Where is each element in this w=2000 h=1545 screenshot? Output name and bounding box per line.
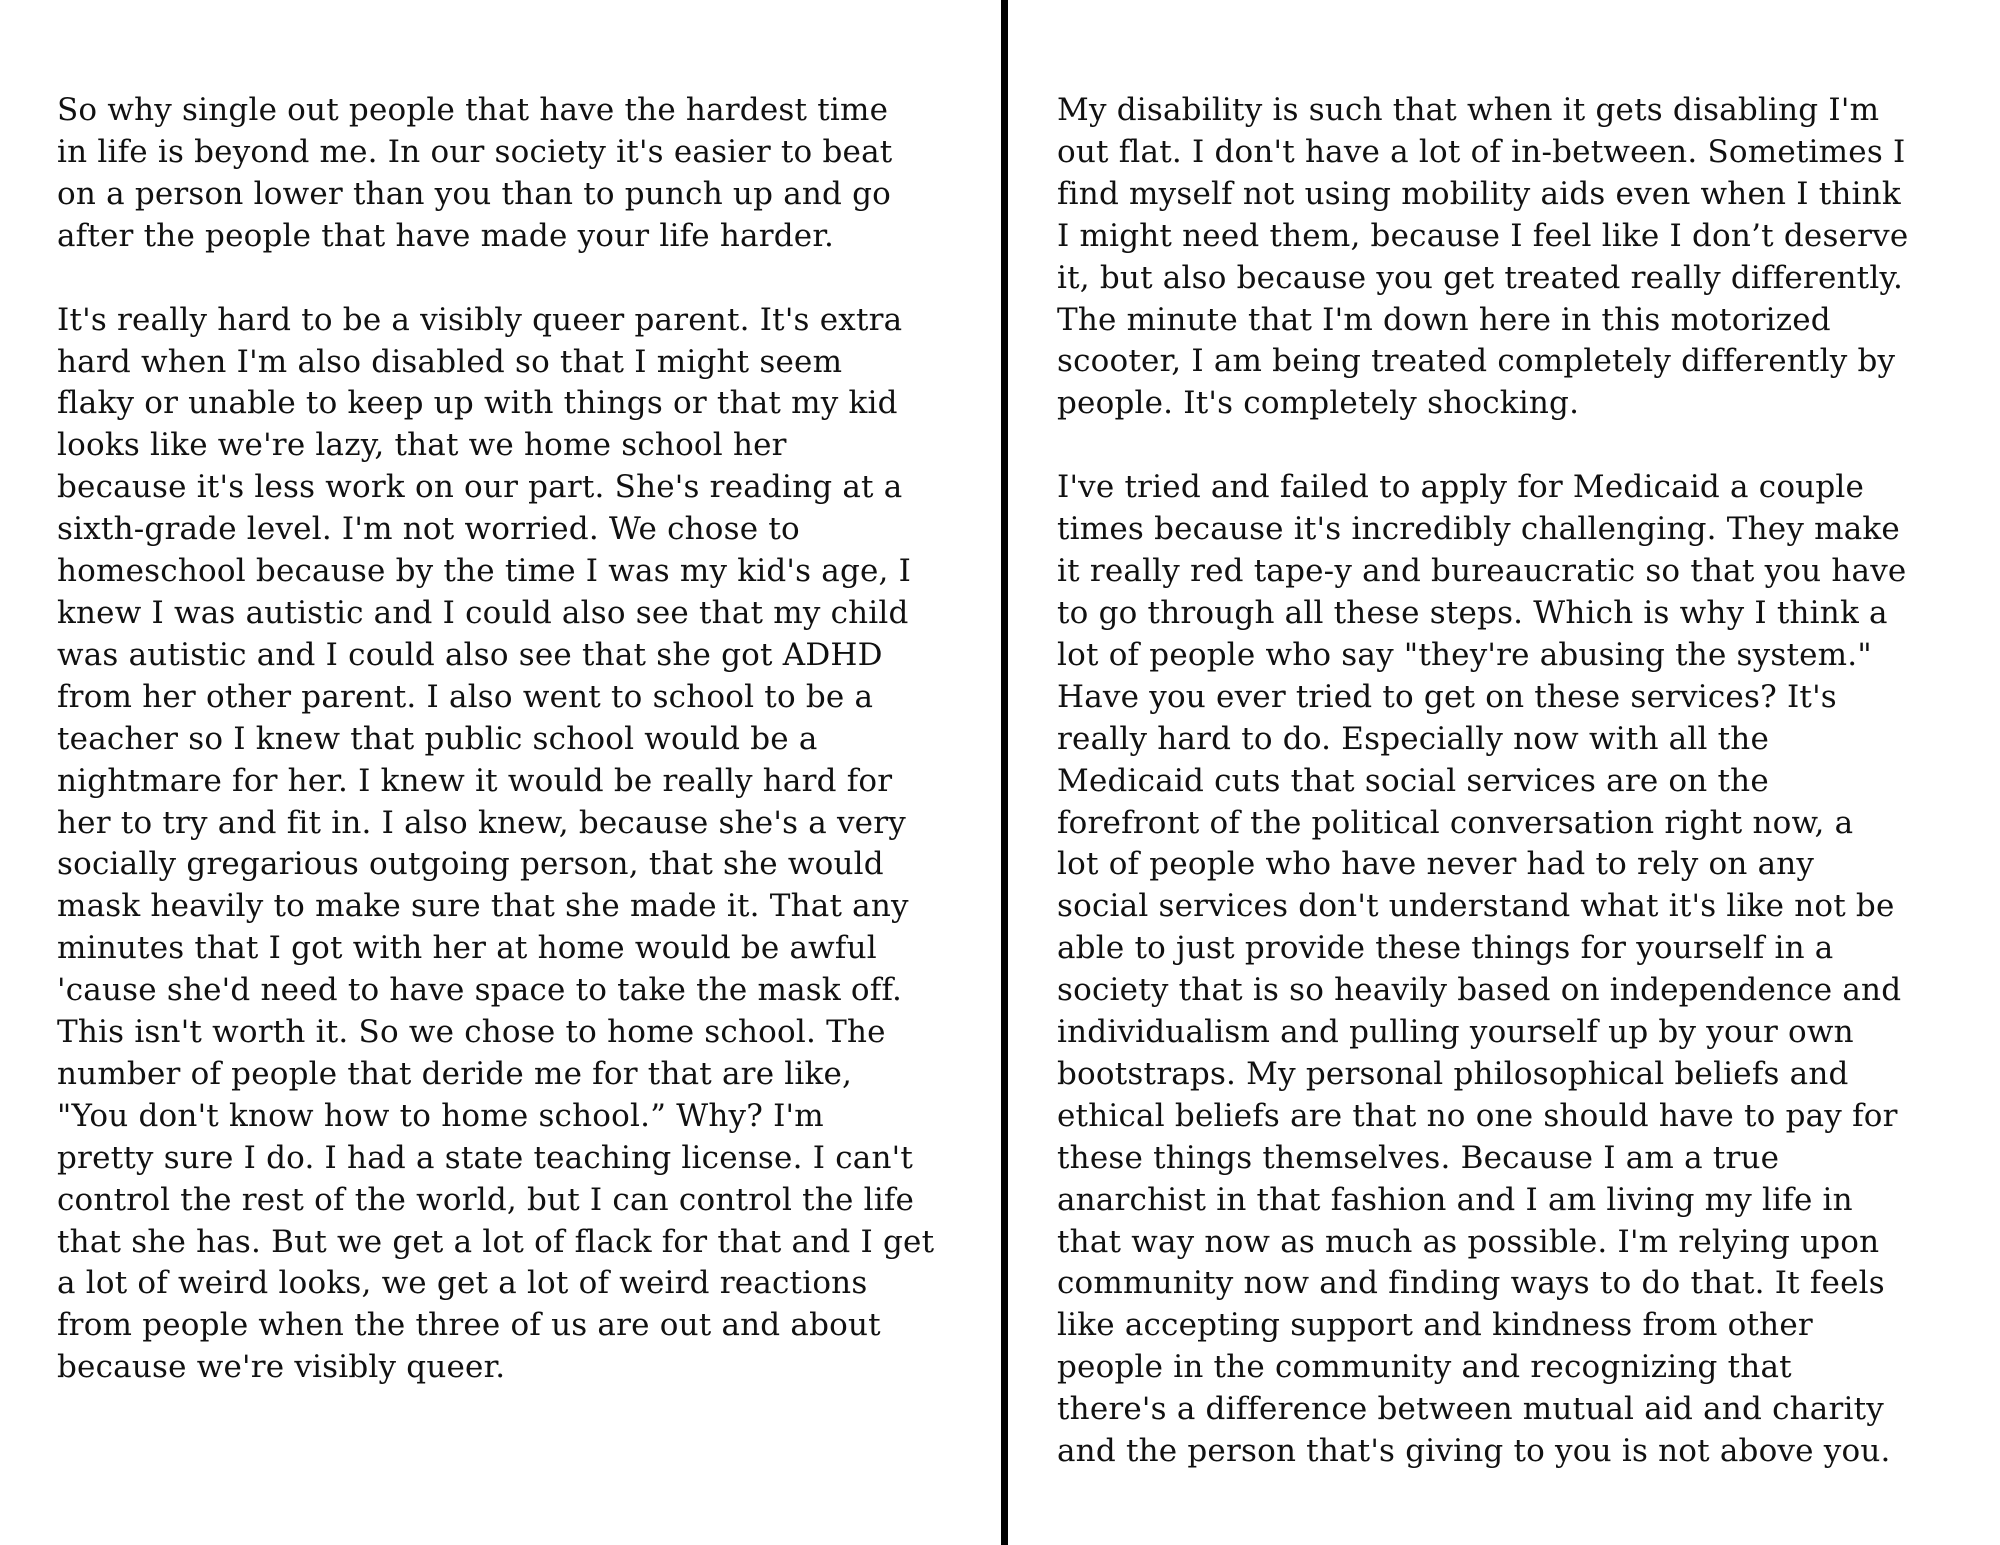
left-column-paragraph-1 [57, 90, 957, 258]
text-line: it, but also because you get treated really differently. [1057, 259, 1904, 296]
text-line: was autistic and I could also see that she got ADHD [57, 636, 883, 673]
text-line: sixth-grade level. I'm not worried. We chose to [57, 511, 800, 548]
text-line: from her other parent. I also went to school to be a [57, 678, 874, 715]
text-line: socially gregarious outgoing person, that she would [57, 846, 884, 883]
text-line: homeschool because by the time I was my kid's age, I [57, 553, 912, 590]
text-line: bootstraps. My personal philosophical beliefs and [1057, 1055, 1849, 1092]
text-line: individualism and pulling yourself up by your own [1057, 1014, 1854, 1051]
text-line: "You don't know how to home school.” Why? I'm [57, 1097, 824, 1134]
right-column [1057, 90, 1957, 1515]
text-line: on a person lower than you than to punch up and go [57, 175, 892, 212]
left-column-paragraph-2 [57, 300, 957, 1390]
text-line: and the person that's giving to you is not above you. [1057, 1433, 1891, 1470]
text-line: times because it's incredibly challenging. They make [1057, 511, 1900, 548]
text-line: I might need them, because I feel like I don’t deserve [1057, 217, 1909, 254]
text-line: number of people that deride me for that are like, [57, 1055, 853, 1092]
text-line: looks like we're lazy, that we home school her [57, 427, 787, 464]
text-line: able to just provide these things for yourself in a [1057, 930, 1834, 967]
text-line: mask heavily to make sure that she made it. That any [57, 888, 909, 925]
text-line: people. It's completely shocking. [1057, 385, 1580, 422]
text-line: lot of people who say "they're abusing the system." [1057, 636, 1872, 673]
text-line: social services don't understand what it's like not be [1057, 888, 1895, 925]
text-line: Have you ever tried to get on these services? It's [1057, 678, 1837, 715]
text-line: 'cause she'd need to have space to take the mask off. [57, 972, 903, 1009]
text-line: flaky or unable to keep up with things or that my kid [57, 385, 898, 422]
text-line: a lot of weird looks, we get a lot of weird reactions [57, 1265, 868, 1302]
text-line: ethical beliefs are that no one should have to pay for [1057, 1097, 1898, 1134]
text-line: it really red tape-y and bureaucratic so that you have [1057, 553, 1907, 590]
text-line: knew I was autistic and I could also see that my child [57, 594, 909, 631]
text-line: hard when I'm also disabled so that I might seem [57, 343, 843, 380]
text-line: control the rest of the world, but I can control the life [57, 1181, 915, 1218]
text-line: from people when the three of us are out and about [57, 1307, 881, 1344]
text-line: scooter, I am being treated completely differently by [1057, 343, 1896, 380]
text-line: lot of people who have never had to rely on any [1057, 846, 1815, 883]
text-line: because it's less work on our part. She's reading at a [57, 469, 903, 506]
text-line: there's a difference between mutual aid and charity [1057, 1391, 1884, 1428]
text-line: find myself not using mobility aids even when I think [1057, 175, 1901, 212]
text-line: pretty sure I do. I had a state teaching license. I can't [57, 1139, 913, 1176]
text-line: nightmare for her. I knew it would be really hard for [57, 762, 893, 799]
text-line: community now and finding ways to do that. It feels [1057, 1265, 1885, 1302]
text-line: that she has. But we get a lot of flack for that and I get [57, 1223, 935, 1260]
text-line: anarchist in that fashion and I am living my life in [1057, 1181, 1853, 1218]
text-line: in life is beyond me. In our society it's easier to beat [57, 133, 893, 170]
right-column-paragraph-2 [1057, 467, 1957, 1473]
text-line: society that is so heavily based on independence and [1057, 972, 1902, 1009]
left-column [57, 90, 957, 1431]
text-line: her to try and fit in. I also knew, because she's a very [57, 804, 906, 841]
text-line: This isn't worth it. So we chose to home school. The [57, 1014, 886, 1051]
text-line: I've tried and failed to apply for Medicaid a couple [1057, 469, 1865, 506]
text-line: minutes that I got with her at home would be awful [57, 930, 877, 967]
text-line: It's really hard to be a visibly queer parent. It's extra [57, 301, 903, 338]
text-line: My disability is such that when it gets disabling I'm [1057, 92, 1880, 128]
text-line: out flat. I don't have a lot of in-between. Sometimes I [1057, 133, 1906, 170]
text-line: The minute that I'm down here in this motorized [1057, 301, 1831, 338]
text-line: that way now as much as possible. I'm relying upon [1057, 1223, 1880, 1260]
text-line: Medicaid cuts that social services are on the [1057, 762, 1769, 799]
text-line: people in the community and recognizing that [1057, 1349, 1792, 1386]
text-line: to go through all these steps. Which is why I think a [1057, 594, 1888, 631]
text-line: So why single out people that have the hardest time [57, 92, 889, 128]
column-divider [1001, 0, 1008, 1545]
right-column-paragraph-1 [1057, 90, 1957, 425]
text-line: like accepting support and kindness from other [1057, 1307, 1813, 1344]
text-line: after the people that have made your life harder. [57, 217, 835, 254]
text-line: because we're visibly queer. [57, 1349, 506, 1386]
text-line: forefront of the political conversation right now, a [1057, 804, 1854, 841]
text-line: these things themselves. Because I am a true [1057, 1139, 1780, 1176]
text-line: really hard to do. Especially now with all the [1057, 720, 1770, 757]
text-line: teacher so I knew that public school would be a [57, 720, 818, 757]
